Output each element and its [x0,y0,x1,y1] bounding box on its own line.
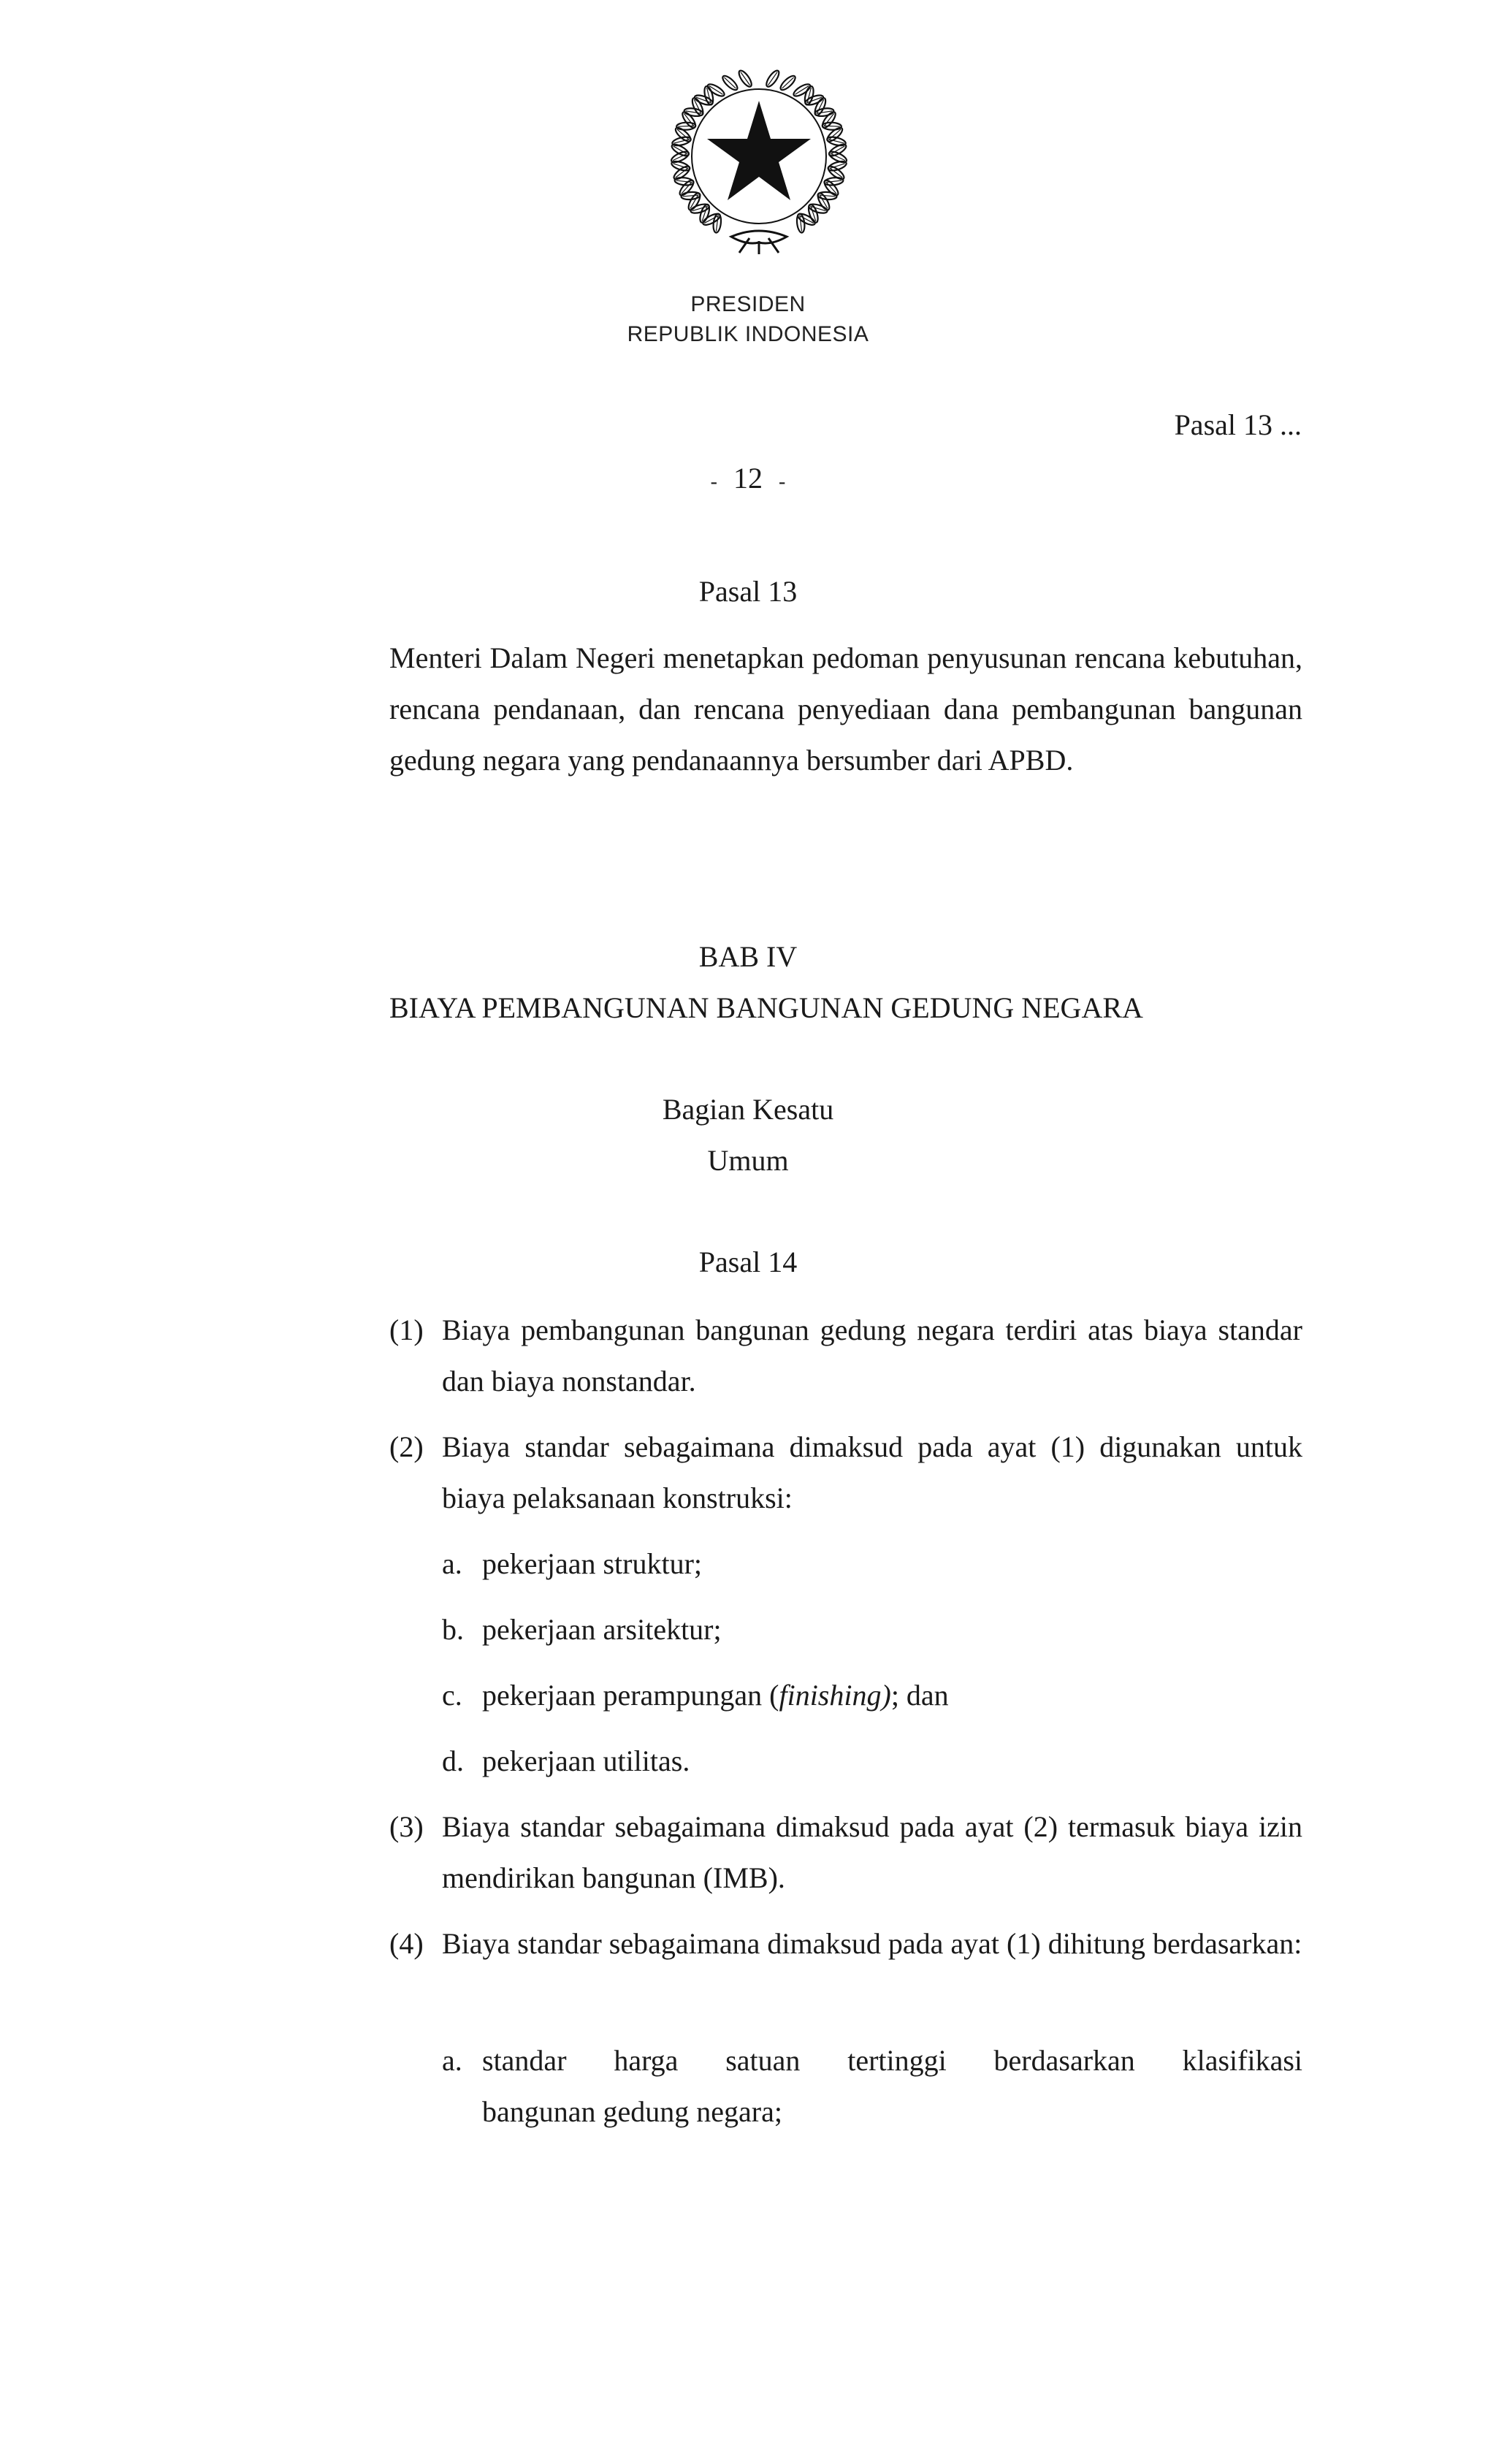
pasal-13-title: Pasal 13 [698,575,798,608]
page-number [0,461,1496,495]
item-letter: a. [442,2044,462,2077]
presidential-emblem-icon [662,63,856,260]
wreath-leaf [824,177,844,186]
ayat-2 [389,1422,1302,1524]
ayat-text: Biaya standar sebagaimana dimaksud pada ayat (2) termasuk biaya izin mendirikan bangunan (IMB). [442,1810,1302,1894]
ayat-4-item-a [442,2035,1302,2137]
wreath-leaf [737,69,754,88]
header-republik-indonesia: REPUBLIK INDONESIA [627,322,869,346]
item-text [482,2035,1302,2137]
ayat-text: Biaya pembangunan bangunan gedung negara terdiri atas biaya standar dan biaya nonstandar. [442,1313,1302,1397]
page-number-value: 12 [733,462,763,495]
item-text-line-1: standar harga satuan tertinggi berdasarkan klasifikasi [482,2044,1302,2077]
item-text-after: ; dan [890,1679,949,1712]
ayat-3 [389,1801,1302,1904]
item-letter: d. [442,1744,464,1777]
wreath-leaf [671,159,691,172]
ayat-1 [389,1305,1302,1407]
header-presiden: PRESIDEN [690,292,806,316]
pasal-14-title: Pasal 14 [698,1246,798,1278]
ayat-text: Biaya standar sebagaimana dimaksud pada ayat (1) dihitung berdasarkan: [442,1927,1302,1960]
item-letter: c. [442,1679,462,1712]
ayat-number: (2) [389,1430,424,1463]
item-text: pekerjaan utilitas. [482,1744,690,1777]
ayat-number: (4) [389,1927,424,1960]
bagian-subtitle: Umum [707,1144,789,1177]
ayat-number: (3) [389,1810,424,1843]
ayat-text: Biaya standar sebagaimana dimaksud pada ayat (1) digunakan untuk biaya pelaksanaan konstruksi: [442,1430,1302,1514]
item-text [482,1670,1302,1721]
item-text: pekerjaan arsitektur; [482,1613,722,1646]
ayat-2-item-d [442,1736,1302,1787]
wreath-leaf [764,69,781,88]
pasal-13-text: Menteri Dalam Negeri menetapkan pedoman penyusunan rencana kebutuhan, rencana pendanaan, dan rencana penyediaan dana pembangunan bangunan gedung negara yang pendanaannya bersumber dari APBD. [389,641,1302,777]
item-text: pekerjaan struktur; [482,1547,702,1580]
continuation-marker: Pasal 13 ... [1174,408,1302,441]
bab-number: BAB IV [698,940,798,973]
ayat-number: (1) [389,1313,424,1346]
item-letter: b. [442,1613,464,1646]
wreath-leaf [674,177,694,186]
ayat-4 [389,1918,1302,1969]
item-text-before: pekerjaan perampungan ( [482,1679,779,1712]
ayat-2-item-b [442,1604,1302,1655]
ayat-2-item-a [442,1538,1302,1590]
item-text-line-2: bangunan gedung negara; [482,2095,782,2128]
bab-title: BIAYA PEMBANGUNAN BANGUNAN GEDUNG NEGARA [389,991,1143,1024]
wreath-leaf [827,159,847,172]
item-letter: a. [442,1547,462,1580]
page-number-dash-right: - [779,470,786,493]
bagian-title: Bagian Kesatu [662,1093,834,1126]
wreath-leaf [721,74,740,92]
wreath-leaf [779,74,798,92]
ayat-2-item-c [442,1670,1302,1721]
page-number-dash-left: - [710,470,717,493]
item-text-italic: finishing) [779,1679,891,1712]
